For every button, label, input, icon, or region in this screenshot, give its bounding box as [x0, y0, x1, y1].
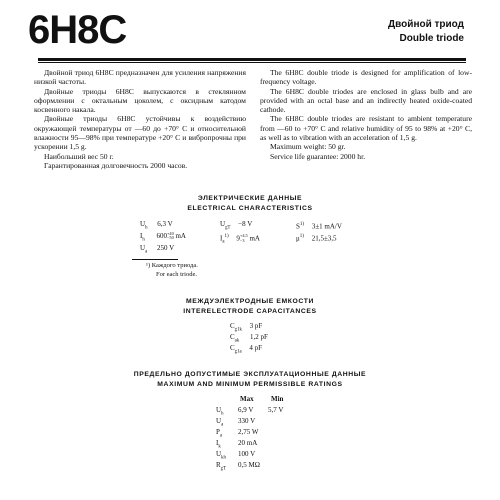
- rating-max: 330 V: [238, 417, 256, 425]
- param-uh: $U_h$ 6,3 V: [140, 220, 173, 231]
- param-ua-value: 250 V: [156, 244, 175, 252]
- param-mu-value: 21,5±3,5: [311, 234, 337, 243]
- param-uh-value: 6,3 V: [157, 220, 173, 228]
- rating-row: $U_h$: [216, 406, 224, 417]
- footnote-ru: ¹) Каждого триода.: [146, 262, 198, 269]
- rating-max: 100 V: [238, 450, 256, 458]
- rating-max: 2,75 W: [238, 428, 259, 436]
- param-s-value: 3±1 mA/V: [311, 222, 342, 231]
- description-russian: [34, 68, 246, 170]
- desc-ru-life: Гарантированная долговечность 2000 часов.: [44, 160, 188, 170]
- param-ugt-value: −8 V: [238, 220, 253, 228]
- title-english: Double triode: [399, 33, 464, 44]
- title-russian: Двойной триод: [388, 19, 464, 30]
- desc-en-paragraph: The 6H8C double triode is designed for amplification of low-frequency voltage.: [260, 68, 472, 87]
- rating-max: 0,5 MΩ: [238, 461, 260, 469]
- param-ia: $I_a^{1)}$ 9 +4,5 −3 mA: [220, 233, 260, 245]
- rating-row: $R_{gT}$: [216, 461, 227, 472]
- desc-en-paragraph: The 6H8C double triodes are resistant to ambient temperature from —60 to +70° C and relative humidity of 95 to 98% at +20° C, as well as to vibration with an acceleration of 1,5 g.: [260, 114, 472, 143]
- description-english: [260, 68, 472, 161]
- param-ua: $U_a$ 250 V: [140, 244, 175, 255]
- ratings-col-max: Max: [240, 395, 254, 403]
- footnote-en: For each triode.: [156, 271, 197, 278]
- desc-en-paragraph: The 6H8C double triodes are enclosed in glass bulb and are provided with an octal base and an indirectly heated oxide-coated cathode.: [260, 86, 472, 115]
- rating-row: $U_a$: [216, 417, 224, 428]
- desc-en-weight: Maximum weight: 50 gr.: [270, 142, 346, 152]
- desc-ru-paragraph: Двойные триоды 6H8C устойчивы к воздействию окружающей температуры от —60 до +70° С и относительной влажности 95—98% при температуре +20° С и вибропрочны при ускорении 1,5 g.: [34, 114, 246, 152]
- param-s: $S^{1)}$ 3±1 mA/V: [296, 222, 342, 231]
- capacitance-g1a: $C_{g1a}$ 4 pF: [230, 344, 263, 355]
- header-rule-thin: [38, 62, 466, 63]
- param-ugt: $U_{gT} -8$ V: [220, 220, 253, 231]
- param-ih: $I_h$ 600 +40 −50 mA: [140, 231, 186, 243]
- capacitance-ak: $C_{ak}$ 1,2 pF: [230, 333, 268, 344]
- ratings-heading-ru: ПРЕДЕЛЬНО ДОПУСТИМЫЕ ЭКСПЛУАТАЦИОННЫЕ ДАННЫЕ: [133, 371, 367, 378]
- desc-ru-weight: Наибольший вес 50 г.: [44, 151, 114, 161]
- rating-min: 5,7 V: [268, 406, 284, 414]
- rating-row: $U_{kh}$: [216, 450, 226, 461]
- electrical-heading-ru: ЭЛЕКТРИЧЕСКИЕ ДАННЫЕ: [197, 195, 303, 202]
- param-mu: $\mu^{1)}$ 21,5±3,5: [296, 234, 337, 243]
- ratings-heading-en: MAXIMUM AND MINIMUM PERMISSIBLE RATINGS: [157, 381, 343, 388]
- tube-type-title: 6H8C: [28, 8, 127, 52]
- desc-ru-paragraph: Двойной триод 6H8C предназначен для усиления напряжения низкой частоты.: [34, 68, 246, 87]
- rating-row: $I_k$: [216, 439, 221, 450]
- desc-en-life: Service life guarantee: 2000 hr.: [270, 151, 366, 161]
- footnote-rule: [132, 259, 178, 260]
- electrical-heading-en: ELECTRICAL CHARACTERISTICS: [187, 205, 313, 212]
- rating-max: 20 mA: [238, 439, 258, 447]
- capacitance-heading-ru: МЕЖДУЭЛЕКТРОДНЫЕ ЕМКОСТИ: [185, 298, 315, 305]
- ratings-col-min: Min: [271, 395, 284, 403]
- desc-ru-paragraph: Двойные триоды 6H8C выпускаются в стеклянном оформлении с октальным цоколем, с оксидным катодом косвенного накала.: [34, 86, 246, 115]
- capacitance-heading-en: INTERELECTRODE CAPACITANCES: [183, 308, 317, 315]
- rating-row: $P_a$: [216, 428, 223, 439]
- capacitance-g1k: $C_{g1k}$ 3 pF: [230, 322, 263, 333]
- rating-max: 6,9 V: [238, 406, 254, 414]
- header-rule-thick: [38, 58, 466, 61]
